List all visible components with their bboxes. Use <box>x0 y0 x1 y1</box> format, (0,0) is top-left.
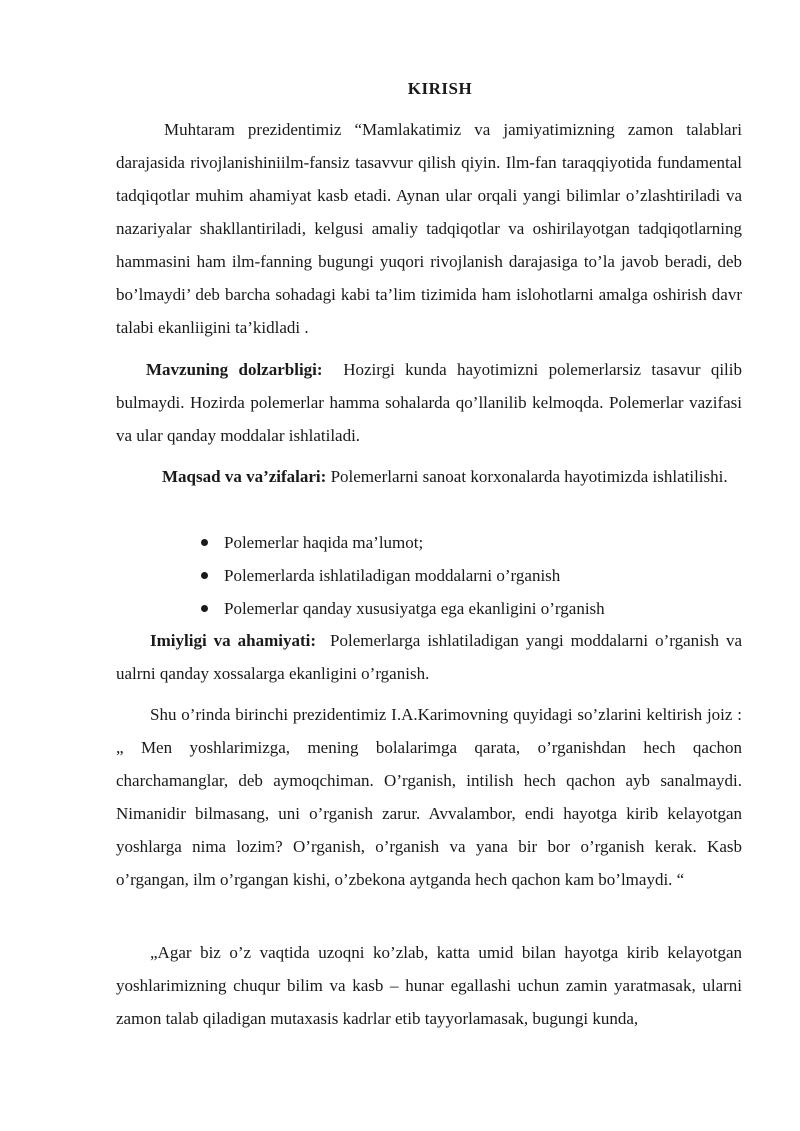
page-title: KIRISH <box>407 79 473 98</box>
relevance-label: Mavzuning dolzarbligi: <box>146 360 323 379</box>
list-item-text: Polemerlarda ishlatiladigan moddalarni o’rganish <box>224 566 561 585</box>
list-item <box>200 526 740 559</box>
bullet-icon <box>201 605 208 612</box>
quote-paragraph-1: Shu o’rinda birinchi prezidentimiz I.A.Karimovning quyidagi so’zlarini keltirish joiz : „ Men yoshlarimizga, mening bolalarimga qarata, o’rganishdan hech qachon charchamanglar, deb aymoqchiman. O’rganish, intilish hech qachon ayb sanalmaydi. Nimanidir bilmasang, uni o’rganish zarur. Avvalambor, endi hayotga kirib kelayotgan yoshlarga nima lozim? O’rganish, o’rganish va yana bir bor o’rganish kerak. Kasb o’rgangan, ilm o’rgangan kishi, o’zbekona aytganda hech qachon kam bo’lmaydi. “ <box>116 705 742 889</box>
importance-label: Imiyligi va ahamiyati: <box>150 631 317 650</box>
goals-label: Maqsad va va’zifalari: <box>162 467 327 486</box>
goals-paragraph <box>116 460 742 493</box>
quote-paragraph-2: „Agar biz o’z vaqtida uzoqni ko’zlab, katta umid bilan hayotga kirib kelayotgan yoshlarimizning chuqur bilim va kasb – hunar egallashi uchun zamin yaratmasak, ularni zamon talab qiladigan mutaxasis kadrlar etib tayyorlamasak, bugungi kunda, <box>116 943 742 1028</box>
list-item <box>200 592 740 625</box>
list-item-text: Polemerlar haqida ma’lumot; <box>224 533 424 552</box>
bullet-icon <box>201 539 208 546</box>
goals-text: Polemerlarni sanoat korxonalarda hayotimizda ishlatilishi. <box>330 467 728 486</box>
importance-text: Polemerlarga ishlatiladigan yangi moddalarni o’rganish va ualrni qanday xossalarga ekanligini o’rganish. <box>116 631 743 683</box>
list-item-text: Polemerlar qanday xususiyatga ega ekanligini o’rganish <box>224 599 605 618</box>
bullet-icon <box>201 572 208 579</box>
relevance-paragraph <box>116 353 742 452</box>
list-item <box>200 559 740 592</box>
importance-paragraph <box>116 624 742 690</box>
intro-paragraph: Muhtaram prezidentimiz “Mamlakatimiz va jamiyatimizning zamon talablari darajasida rivojlanishiniilm-fansiz tasavvur qilish qiyin. Ilm-fan taraqqiyotida fundamental tadqiqotlar muhim ahamiyat kasb etadi. Aynan ular orqali yangi bilimlar o’zlashtiriladi va nazariyalar shakllantiriladi, kelgusi amaliy tadqiqotlar va oshirilayotgan tadqiqotlarning hammasini ham ilm-fanning bugungi yuqori rivojlanish darajasiga to’la javob beradi, deb bo’lmaydi’ deb barcha sohadagi kabi ta’lim tizimida ham islohotlarni amalga oshirish davr talabi ekanliigini ta’kidladi . <box>116 120 742 337</box>
relevance-text: Hozirgi kunda hayotimizni polemerlarsiz tasavur qilib bulmaydi. Hozirda polemerlar hamma sohalarda qo’llanilib kelmoqda. Polemerlar vazifasi va ular qanday moddalar ishlatiladi. <box>116 360 742 445</box>
goals-list <box>200 526 740 625</box>
